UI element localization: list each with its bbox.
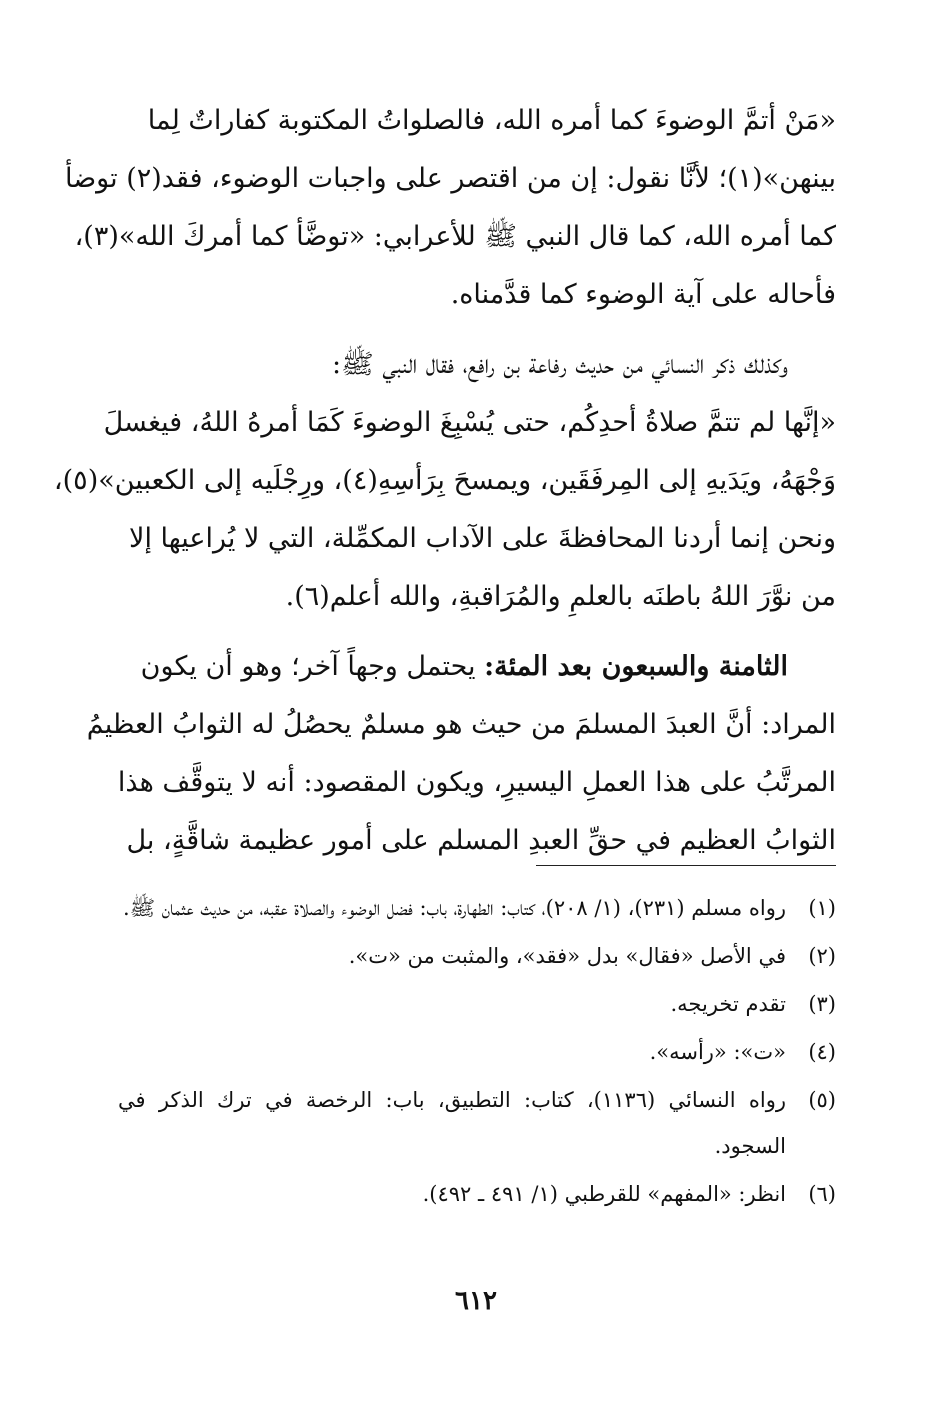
main-text [53, 92, 836, 870]
footnote-item [118, 885, 836, 931]
footnote-text: انظر: «المفهم» للقرطبي (١/ ٤٩١ ـ ٤٩٢). [422, 1182, 786, 1206]
text-line: من نوَّرَ اللهُ باطنَه بالعلمِ والمُرَاقبةِ، والله أعلم(٦). [285, 581, 836, 612]
footnote-number: (١) [808, 896, 836, 920]
footnote-number: (٦) [808, 1182, 836, 1206]
footnote-number: (٣) [808, 992, 836, 1016]
footnote-text: رواه مسلم (٢٣١)، (١/ ٢٠٨)، كتاب: الطهارة، باب: فضل الوضوء والصلاة عقبه، من حديث عثمان ﷺ. [123, 896, 786, 920]
paragraph-1 [65, 92, 836, 324]
text-line: وَجْهَهُ، ويَدَيهِ إلى المِرفَقَين، ويمسحَ بِرَأسِهِ(٤)، ورِجْلَيه إلى الكعبين»(٥)، [53, 465, 836, 496]
footnote-text: تقدم تخريجه. [670, 992, 786, 1016]
text-line [118, 638, 836, 696]
text-line: «إنَّها لم تتمَّ صلاةُ أحدِكُم، حتى يُسْبِغَ الوضوءَ كَمَا أمرهُ اللهُ، فيغسلَ [103, 407, 836, 438]
paragraph-2 [53, 336, 836, 626]
page-number: ٦١٢ [455, 1286, 497, 1316]
footnote-number: (٥) [808, 1088, 836, 1112]
footnote-item [118, 1171, 836, 1217]
text-line: كما أمره الله، كما قال النبي ﷺ للأعرابي: «توضَّأ كما أمركَ الله»(٣)، [74, 221, 836, 252]
text-run: يحتمل وجهاً آخر؛ وهو أن يكون [140, 651, 485, 682]
footnote-number: (٢) [808, 944, 836, 968]
footnote-item [118, 933, 836, 979]
text-line: فأحاله على آية الوضوء كما قدَّمناه. [450, 279, 836, 310]
footnote-item [118, 1029, 836, 1075]
footnote-item [118, 1077, 836, 1169]
paragraph-3 [86, 638, 836, 870]
text-line: «مَنْ أتمَّ الوضوءَ كما أمره الله، فالصلواتُ المكتوبة كفاراتٌ لِما [147, 105, 836, 136]
text-line: وكذلك ذكر النسائي من حديث رفاعة بن رافع، فقال النبي ﷺ: [332, 349, 788, 380]
text-line: الثوابُ العظيم في حقِّ العبدِ المسلم على أمور عظيمة شاقَّةٍ، بل [126, 825, 836, 856]
footnote-text: في الأصل «فقال» بدل «فقد»، والمثبت من «ت». [348, 944, 786, 968]
text-line: ونحن إنما أردنا المحافظةَ على الآداب المكمِّلة، التي لا يُراعيها إلا [129, 523, 836, 554]
footnote-text: «ت»: «رأسه». [649, 1040, 786, 1064]
footnote-item [118, 981, 836, 1027]
footnote-separator [536, 865, 836, 866]
footnotes [118, 885, 836, 1219]
text-line: بينهن»(١)؛ لأنَّا نقول: إن من اقتصر على واجبات الوضوء، فقد(٢) توضأ [65, 163, 836, 194]
footnote-number: (٤) [808, 1040, 836, 1064]
footnote-text: رواه النسائي (١١٣٦)، كتاب: التطبيق، باب: الرخصة في ترك الذكر في السجود. [118, 1088, 786, 1158]
text-line: المراد: أنَّ العبدَ المسلمَ من حيث هو مسلمٌ يحصُلُ له الثوابُ العظيمُ [86, 709, 836, 740]
section-heading: الثامنة والسبعون بعد المئة: [484, 651, 788, 682]
text-line: المرتَّبُ على هذا العملِ اليسيرِ، ويكون المقصود: أنه لا يتوقَّف هذا [117, 767, 836, 798]
